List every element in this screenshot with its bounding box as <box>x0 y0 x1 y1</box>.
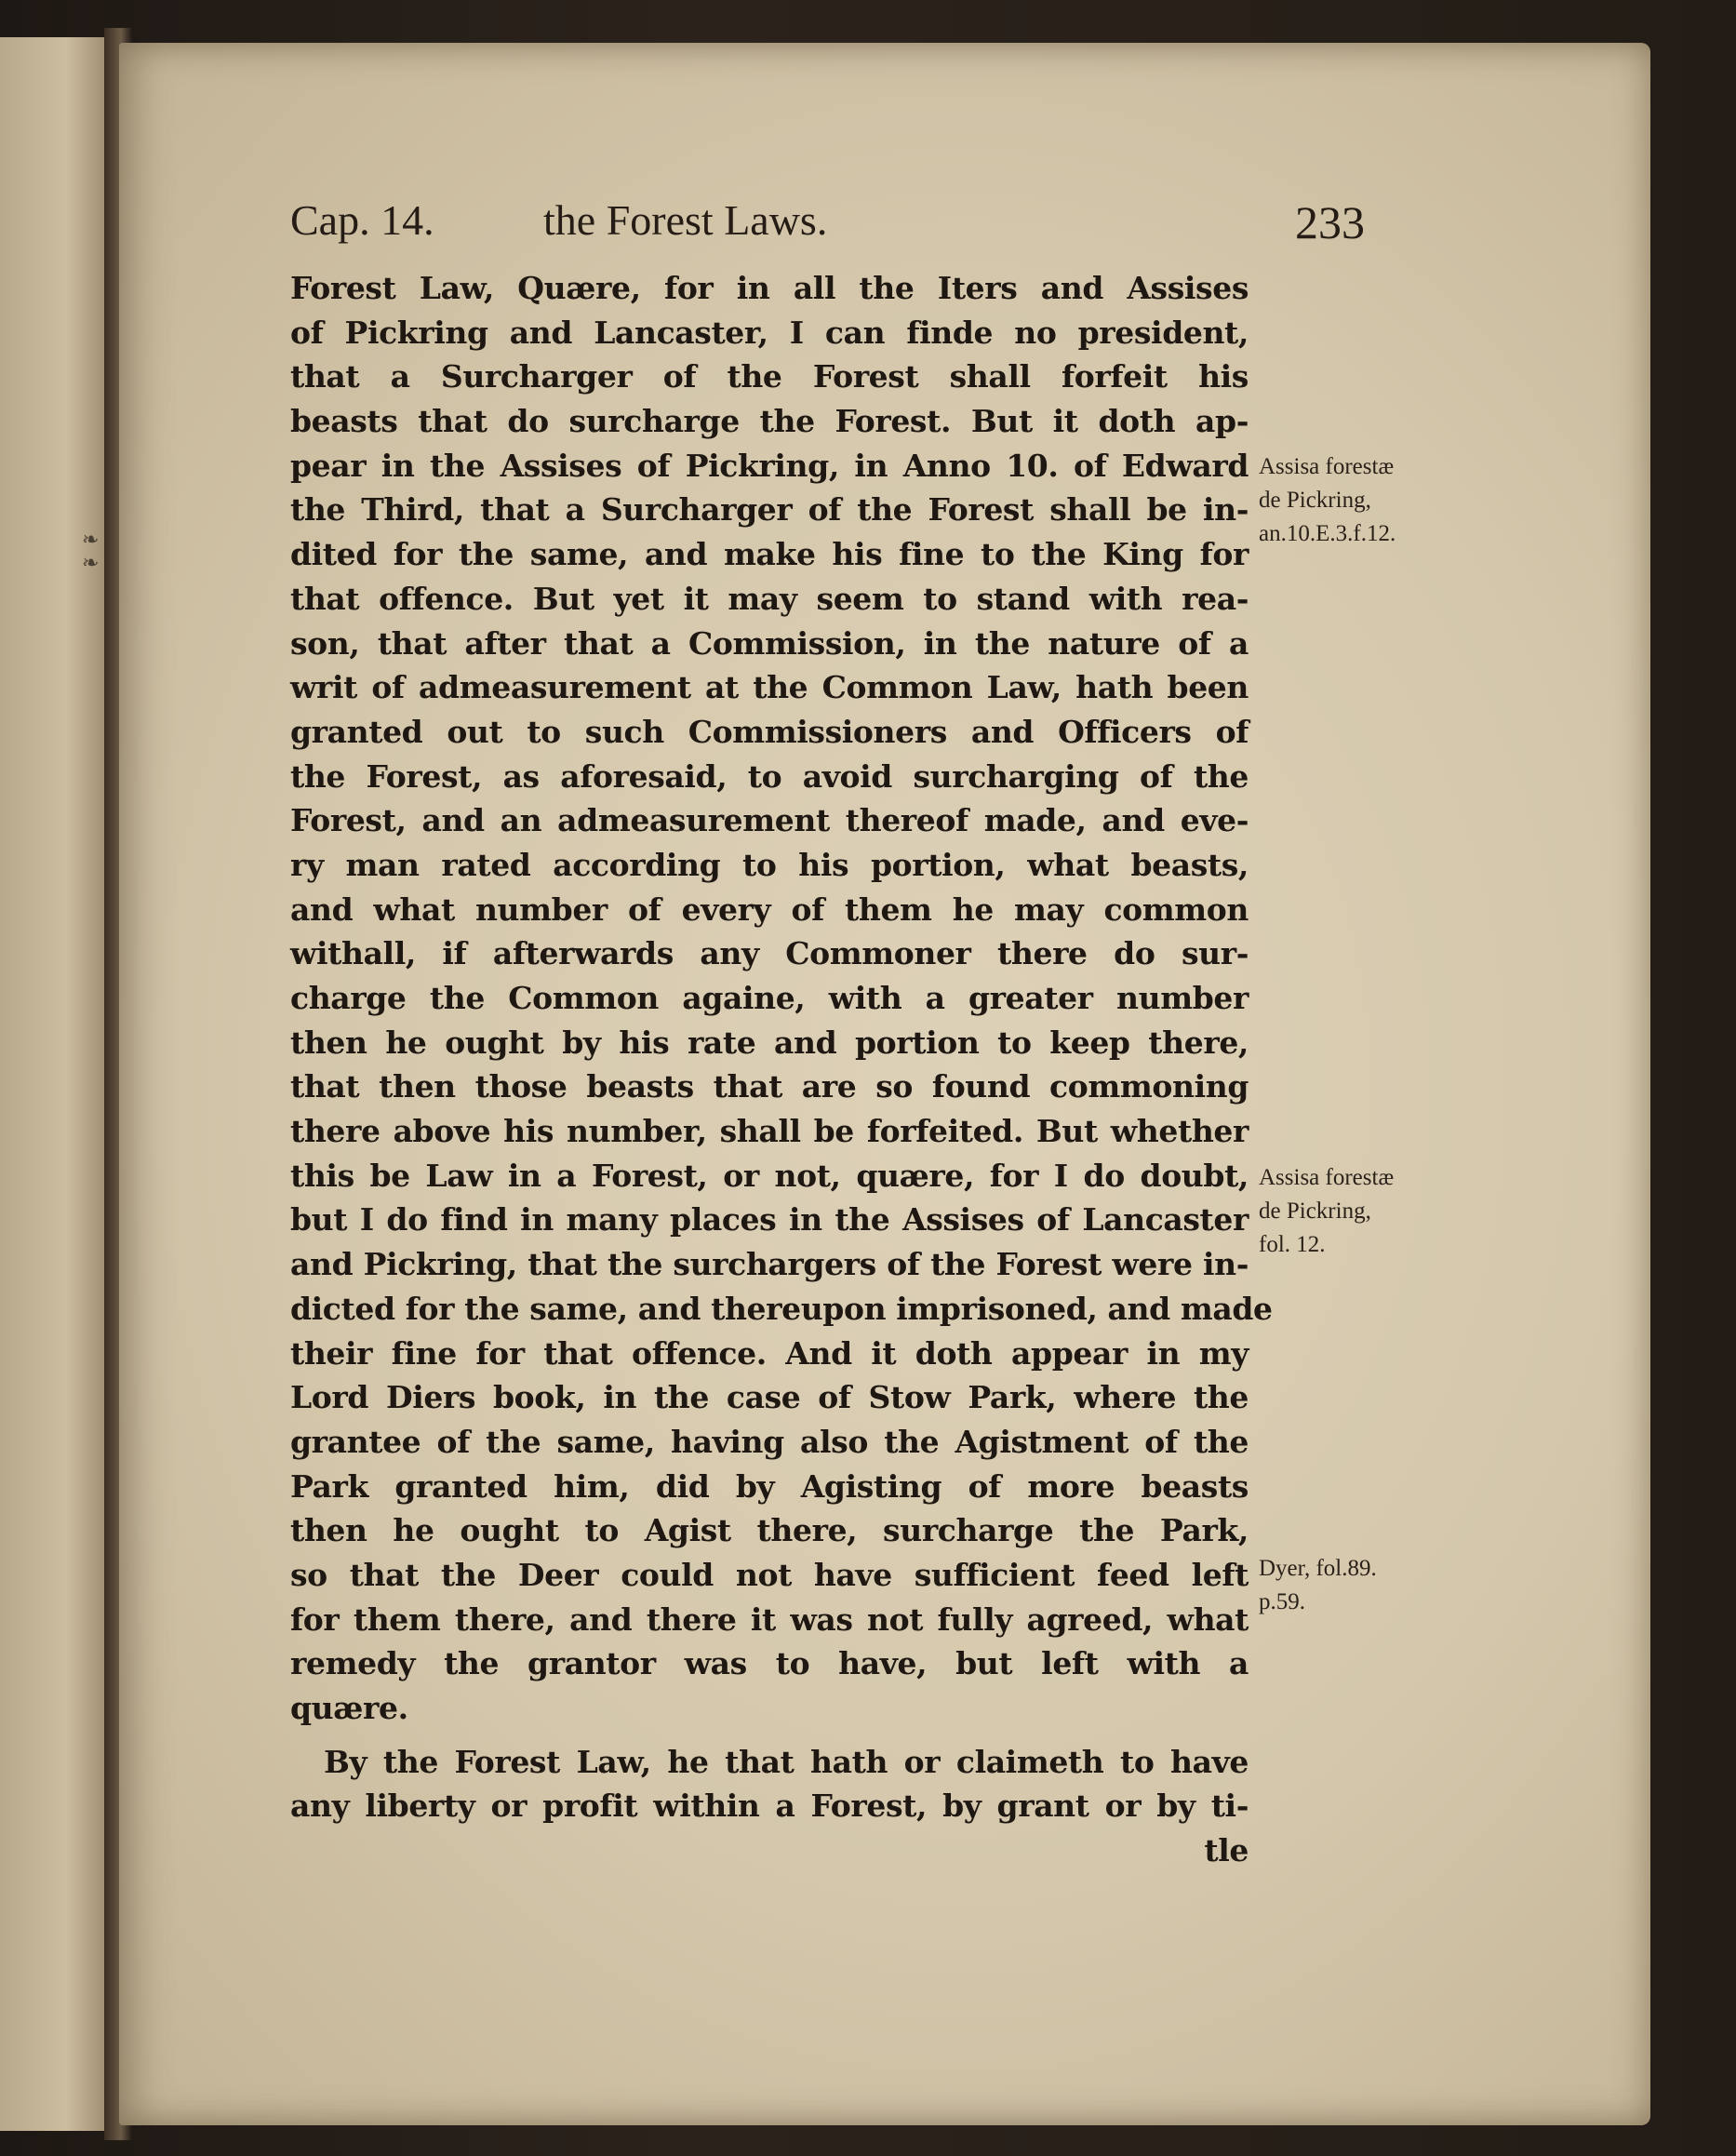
text-line: then he ought to Agist there, surcharge the Park, <box>290 1512 1249 1549</box>
margin-note-line: p.59. <box>1259 1589 1305 1614</box>
text-line: quære. <box>290 1690 408 1726</box>
text-line: Park granted him, did by Agisting of more beasts <box>290 1467 1249 1505</box>
text-line: any liberty or profit within a Forest, by grant or by ti- <box>290 1788 1249 1825</box>
text-line: for them there, and there it was not fully agreed, what <box>290 1600 1249 1638</box>
facing-page-marks: ❧ ❧ <box>82 529 105 575</box>
text-line: this be Law in a Forest, or not, quære, for I do doubt, <box>290 1157 1249 1194</box>
text-line: son, that after that a Commission, in the nature of a <box>290 624 1249 662</box>
text-line: Forest Law, Quære, for in all the Iters and Assises <box>290 270 1249 306</box>
text-line: granted out to such Commissioners and Officers of <box>290 713 1249 750</box>
margin-note-line: de Pickring, <box>1259 1199 1371 1224</box>
body-text <box>290 266 1273 1873</box>
facing-page-edge <box>0 37 110 2131</box>
running-title: the Forest Laws. <box>543 196 828 244</box>
text-line: withall, if afterwards any Commoner there do sur- <box>290 935 1249 972</box>
text-line: charge the Common againe, with a greater number <box>290 980 1249 1016</box>
chapter-label: Cap. 14. <box>290 196 434 244</box>
margin-note-pickring-assisa <box>1259 450 1454 551</box>
page-number: 233 <box>1295 196 1365 248</box>
text-line: the Forest, as aforesaid, to avoid surcharging of the <box>290 757 1249 795</box>
text-line: dited for the same, and make his fine to the King for <box>290 536 1249 573</box>
text-line: By the Forest Law, he that hath or claimeth to have <box>324 1743 1249 1780</box>
text-line: that a Surcharger of the Forest shall forfeit his <box>290 358 1249 395</box>
margin-note-line: Dyer, fol.89. <box>1259 1556 1377 1581</box>
text-line: beasts that do surcharge the Forest. But it doth ap- <box>290 403 1249 440</box>
text-line: and Pickring, that the surchargers of the Forest were in- <box>290 1246 1249 1283</box>
text-line: writ of admeasurement at the Common Law, hath been <box>290 669 1249 706</box>
text-line: Forest, and an admeasurement thereof made, and eve- <box>290 802 1249 839</box>
text-line: Lord Diers book, in the case of Stow Park, where the <box>290 1379 1249 1416</box>
margin-note-line: de Pickring, <box>1259 488 1371 513</box>
text-line: remedy the grantor was to have, but left with a <box>290 1645 1249 1682</box>
text-line: pear in the Assises of Pickring, in Anno 10. of Edward <box>290 447 1249 484</box>
text-line: ry man rated according to his portion, what beasts, <box>290 846 1249 883</box>
text-line: but I do find in many places in the Assises of Lancaster <box>290 1201 1249 1239</box>
margin-note-dyer <box>1259 1552 1454 1619</box>
running-header <box>290 195 1365 251</box>
text-line: then he ought by his rate and portion to keep there, <box>290 1024 1249 1061</box>
text-line: grantee of the same, having also the Agistment of the <box>290 1423 1249 1460</box>
text-line: and what number of every of them he may common <box>290 891 1249 928</box>
paragraph-2 <box>290 1740 1249 1873</box>
margin-note-line: an.10.E.3.f.12. <box>1259 521 1396 546</box>
text-line: there above his number, shall be forfeited. But whether <box>290 1113 1249 1150</box>
margin-note-pickring-folio <box>1259 1161 1454 1262</box>
text-line: so that the Deer could not have sufficient feed left <box>290 1556 1249 1593</box>
margin-note-line: fol. 12. <box>1259 1232 1326 1257</box>
paragraph-1 <box>290 266 1273 1731</box>
text-line: that then those beasts that are so found commoning <box>290 1068 1249 1105</box>
catchword: tle <box>1204 1832 1249 1869</box>
text-line: dicted for the same, and thereupon imprisoned, and made <box>290 1290 1273 1327</box>
margin-note-line: Assisa forestæ <box>1259 1165 1395 1190</box>
margin-note-line: Assisa forestæ <box>1259 454 1395 479</box>
text-line: their fine for that offence. And it doth appear in my <box>290 1334 1249 1372</box>
text-line: of Pickring and Lancaster, I can finde no president, <box>290 314 1249 351</box>
text-line: the Third, that a Surcharger of the Forest shall be in- <box>290 491 1249 529</box>
text-line: that offence. But yet it may seem to stand with rea- <box>290 580 1249 617</box>
